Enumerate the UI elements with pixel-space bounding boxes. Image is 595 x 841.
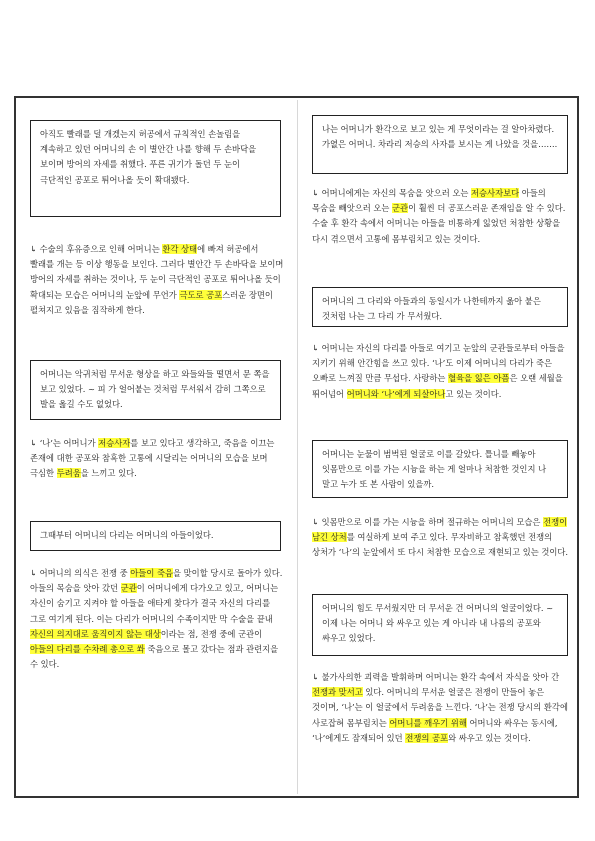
commentary-text: 어머니와 싸우는 동시에, ‘나’에게도 잠재되어 있던 (312, 717, 558, 743)
commentary-text: 있다. 어머니의 무서운 얼굴은 전쟁이 만들어 놓은 것이며, ‘나’는 이 얼굴에서 두려움을 느낀다. ‘나’는 전쟁 당시의 환각에 사로잡혀 몸부림치는 (312, 687, 568, 728)
quote-box-5 (312, 287, 568, 327)
highlighted-phrase: 아들이 죽음 (130, 568, 174, 578)
highlighted-phrase: 저승사자보다 (471, 188, 520, 198)
commentary-text: ↳ 수술의 후유증으로 인해 어머니는 (30, 244, 163, 254)
highlighted-phrase: 저승사자 (98, 438, 131, 448)
quote-text: 나는 어머니가 환각으로 보고 있는 게 무엇이라는 걸 알아차렸다. 가엾은 어머니. 차라리 저승의 사자를 보시는 게 나았을 것을……. (322, 124, 558, 150)
column-divider (297, 100, 298, 794)
highlighted-phrase: 전쟁과 맞서고 (312, 687, 363, 698)
commentary-text: ↳ 어머니에게는 자신의 목숨을 앗으러 오는 (312, 188, 472, 198)
commentary-text: 죽음으로 몰고 갔다는 점과 관련지을 수 있다. (30, 644, 279, 670)
quote-text: 어머니의 힘도 무서웠지만 더 무서운 건 어머니의 얼굴이었다. ~ 이제 나는 어머니 와 싸우고 있는 게 아니라 내 나름의 공포와 싸우고 있었다. (322, 603, 554, 644)
commentary-text: 와 싸우고 있는 것이다. (448, 732, 531, 743)
commentary-6 (312, 515, 570, 561)
quote-box-1 (30, 120, 281, 217)
highlighted-phrase: 자신의 의지대로 움직이지 않는 대상 (30, 628, 161, 639)
commentary-4 (312, 186, 570, 247)
commentary-text: 스러운 장면이 펼쳐지고 있음을 짐작하게 한다. (30, 289, 273, 315)
commentary-7 (312, 670, 570, 746)
quote-box-3 (30, 521, 281, 551)
commentary-text: ↳ ‘나’는 어머니가 (30, 438, 99, 448)
commentary-text: 이라는 점, 전쟁 중에 군관이 (160, 628, 263, 639)
quote-text: 어머니는 악귀처럼 무서운 형상을 하고 와들와들 떨면서 문 쪽을 보고 있었다. ~ 피 가 얼어붙는 것처럼 무서워서 감히 그쪽으로 발을 옮길 수도 없었다. (40, 369, 270, 410)
commentary-text: 아들의 목숨을 빼앗으러 오는 (312, 188, 546, 214)
highlighted-phrase: 어머니와 ‘나’에게 되살아나 (346, 388, 446, 399)
highlighted-phrase: 전쟁이 남긴 상처 (312, 517, 568, 543)
commentary-text: 를 여실하게 보여 주고 있다. 무자비하고 참혹했던 전쟁의 상처가 ‘나’의 눈앞에서 또 다시 처참한 모습으로 재현되고 있는 것이다. (312, 532, 569, 558)
quote-box-2 (30, 360, 281, 420)
quote-text: 그때부터 어머니의 다리는 어머니의 아들이었다. (40, 530, 214, 540)
commentary-text: ↳ 어머니는 자신의 다리를 아들로 여기고 눈앞의 군관들로부터 아들을 지키기 위해 안간힘을 쓰고 있다. ‘나’도 이제 어머니의 다리가 죽은 오빠로 느껴질 만큼 무섭다. 사랑하는 (312, 343, 565, 384)
highlighted-phrase: 어머니를 깨우기 위해 (389, 717, 467, 728)
quote-text: 어머니는 눈물이 범벅된 얼굴로 이를 갈았다. 틀니를 빼놓아 잇몸만으로 이를 가는 시늉을 하는 게 얼마나 처참한 것인지 나 말고 누가 또 본 사람이 있을까. (322, 449, 547, 490)
commentary-2 (30, 436, 284, 482)
commentary-text: 을 느끼고 있다. (80, 468, 137, 479)
commentary-text: 고 있는 것이다. (445, 388, 502, 399)
commentary-text: ↳ 불가사의한 괴력을 발휘하며 어머니는 환각 속에서 자식을 앗아 간 (312, 672, 560, 682)
highlighted-phrase: 군관 (392, 203, 409, 214)
commentary-text: 이 어머니에게 다가오고 있고, 어머니는 자신이 숨기고 지켜야 할 아들을 애타게 찾다가 결국 자신의 다리를 그로 여기게 된다. 이는 다리가 어머니의 수족이지만 막 수술을 끝내 (30, 583, 279, 624)
quote-text: 아직도 빨래를 덜 개겠는지 허공에서 규칙적인 손놀림을 계속하고 있던 어머니의 손 이 별안간 나를 향해 두 손바닥을 보이며 방어의 자세를 취했다. 푸른 귀기가 돌던 두 눈이 극단적인 공포로 튀어나올 듯이 확대됐다. (40, 129, 257, 185)
commentary-1 (30, 242, 284, 318)
highlighted-phrase: 아들의 다리를 수차례 총으로 쏴 (30, 644, 145, 655)
commentary-text: 를 보고 있다고 생각하고, 죽음을 이끄는 존재에 대한 공포와 참혹한 고통에 시달리는 어머니의 모습을 보며 극심한 (30, 438, 275, 479)
commentary-text: ↳ 어머니의 의식은 전쟁 중 (30, 568, 131, 578)
highlighted-phrase: 군관 (120, 583, 137, 594)
commentary-text: 은 오랜 세월을 뛰어넘어 (312, 373, 563, 399)
commentary-text: 에 빠져 허공에서 빨래를 개는 등 이상 행동을 보인다. 그러다 별안간 두 손바닥을 보이며 방어의 자세를 취하는 것이나, 두 눈이 극단적인 공포로 튀어나올 듯이 확대되는 모습은 어머니의 눈앞에 무언가 (30, 244, 284, 300)
commentary-text: ↳ 잇몸만으로 이를 가는 시늉을 하며 절규하는 어머니의 모습은 (312, 517, 544, 527)
highlighted-phrase: 극도로 공포 (179, 289, 223, 300)
commentary-5 (312, 341, 570, 402)
highlighted-phrase: 두려움 (56, 468, 81, 479)
commentary-text: 이 훨씬 더 공포스러운 존재임을 알 수 있다. 수술 후 환각 속에서 어머니는 아들을 비통하게 잃었던 처참한 상황을 다시 겪으면서 고통에 몸부림치고 있는 것이다. (312, 203, 566, 244)
highlighted-phrase: 전쟁의 공포 (405, 732, 449, 743)
commentary-3 (30, 566, 284, 672)
highlighted-phrase: 혈육을 잃은 아픔 (448, 373, 510, 384)
quote-box-7 (312, 594, 568, 656)
highlighted-phrase: 환각 상태 (162, 244, 198, 254)
quote-box-4 (312, 115, 568, 174)
quote-box-6 (312, 440, 568, 498)
quote-text: 어머니의 그 다리와 아들과의 동일시가 나한테까지 옮아 붙은 것처럼 나는 그 다리 가 무서웠다. (322, 296, 541, 322)
commentary-text: 을 맞이할 당시로 돌아가 있다. 아들의 목숨을 앗아 갔던 (30, 568, 283, 594)
